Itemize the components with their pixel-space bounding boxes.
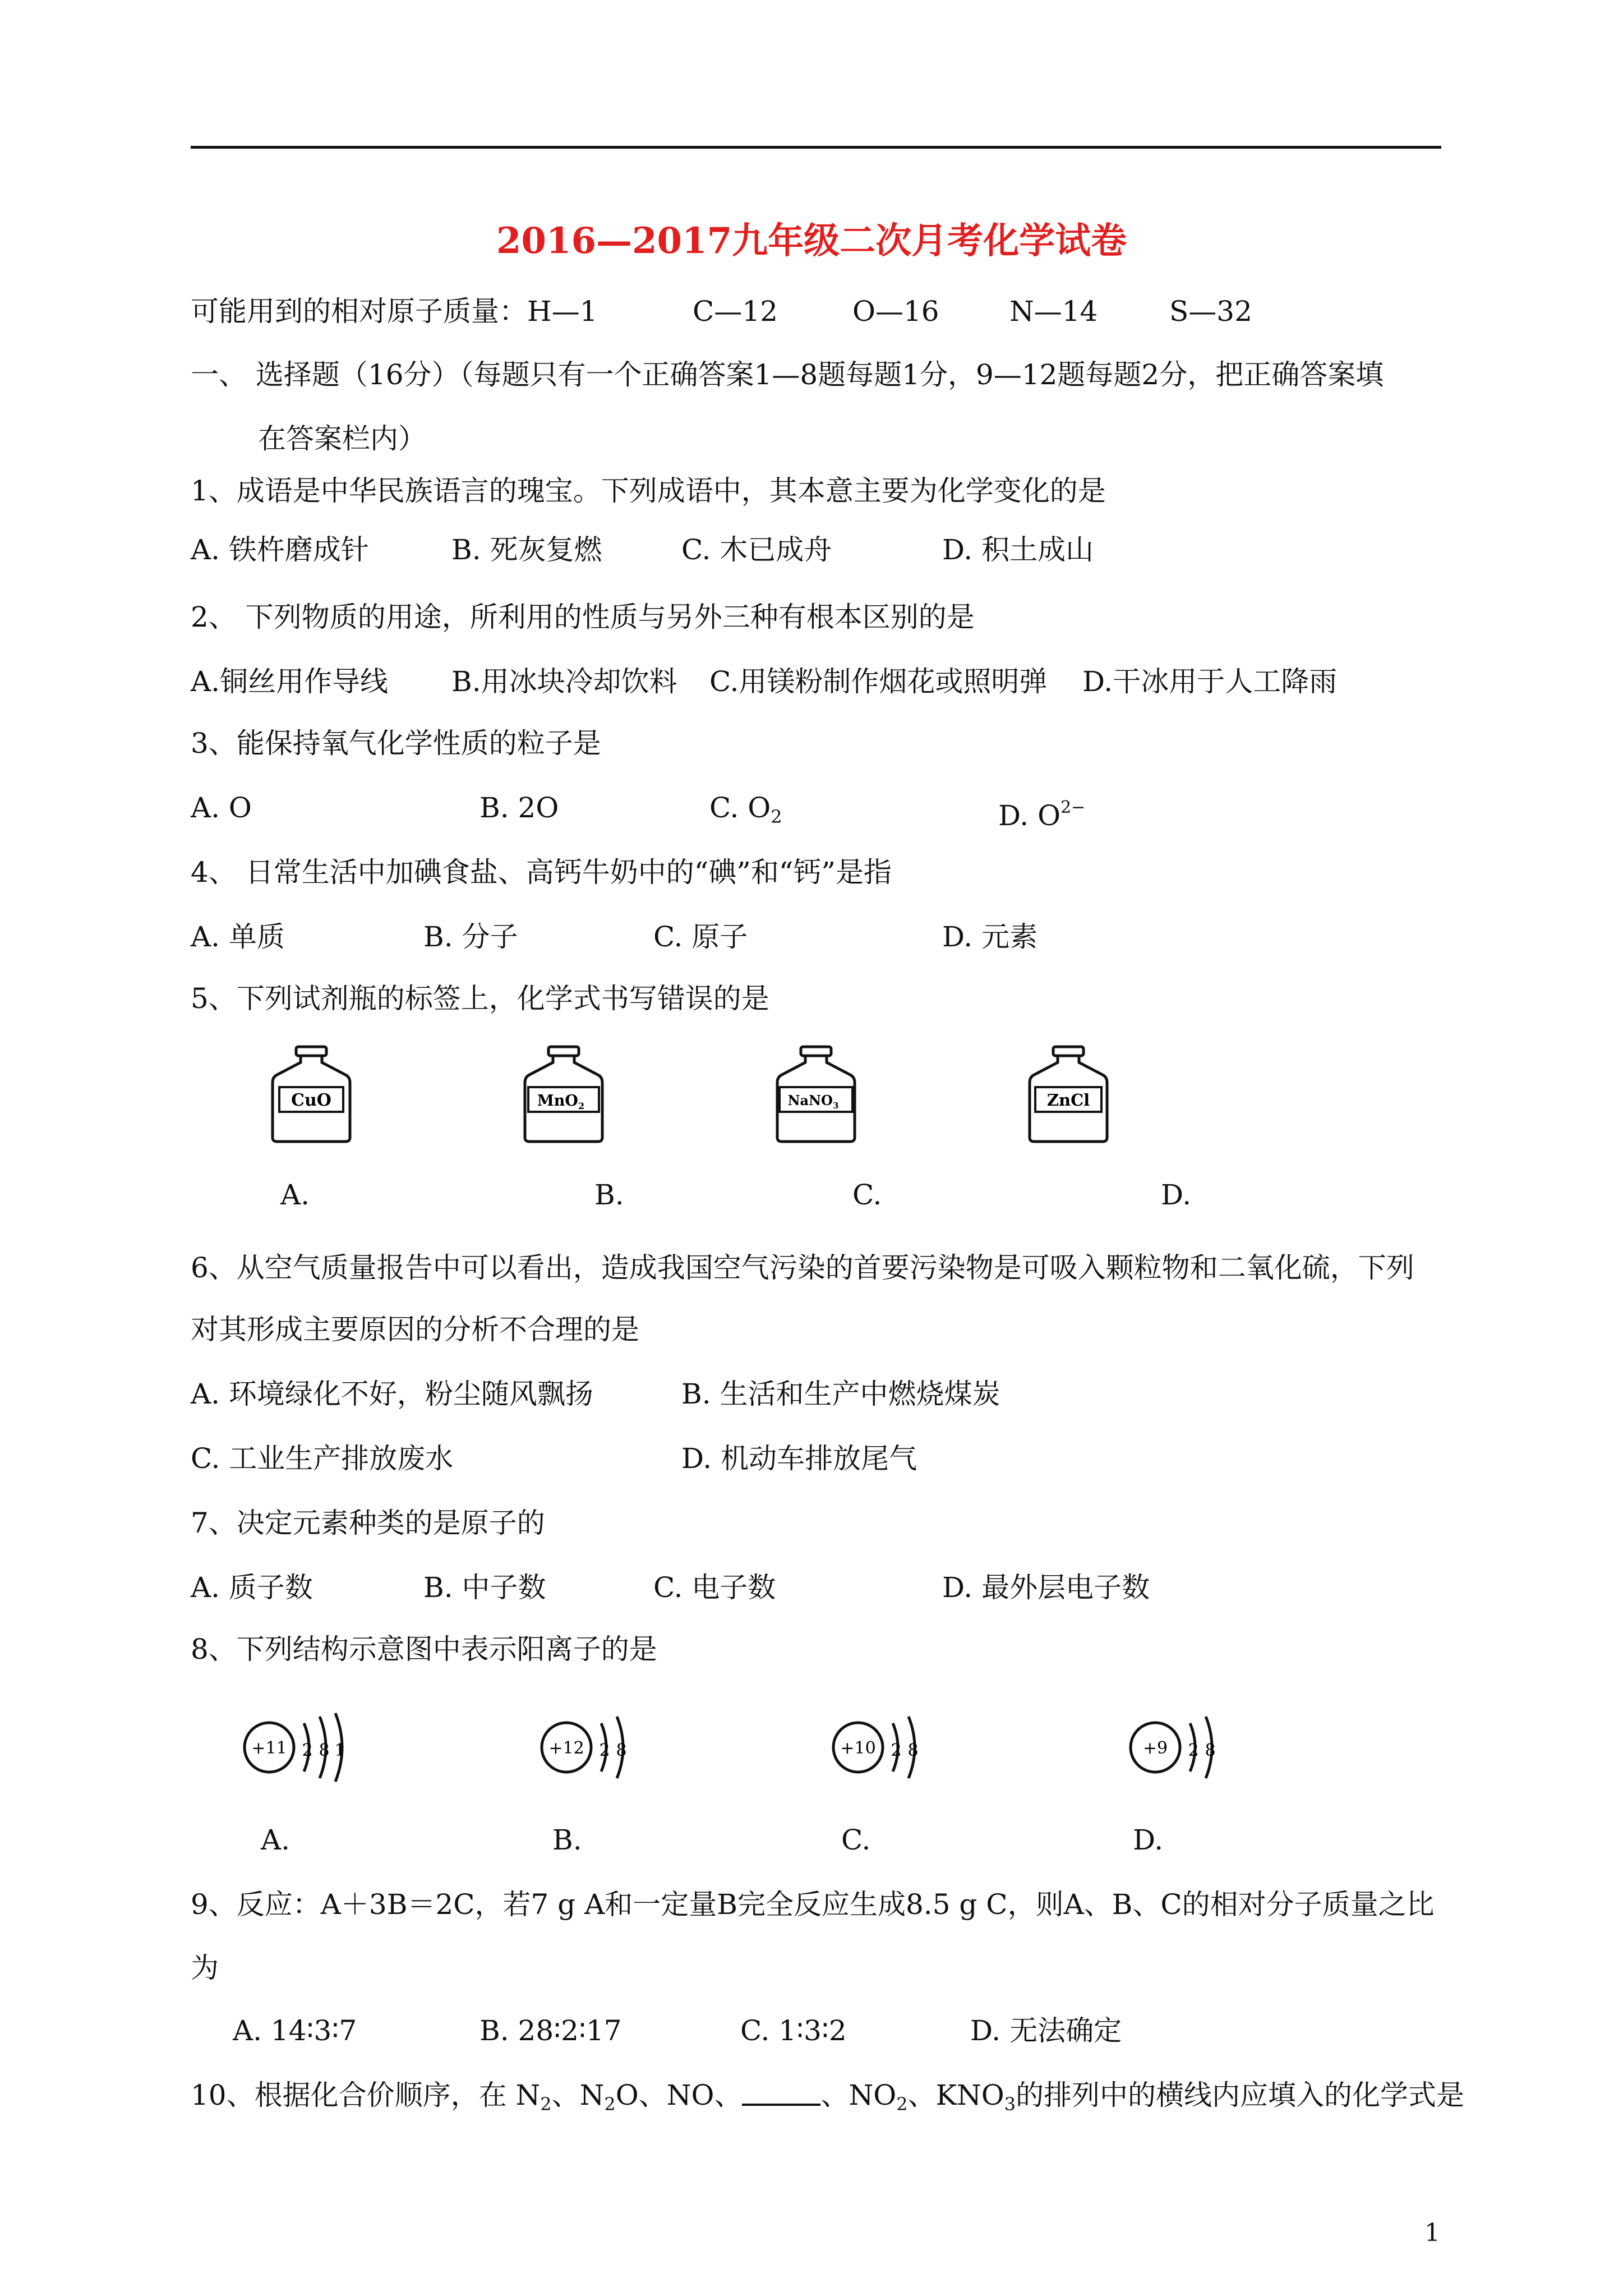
reagent-bottle-b <box>522 1043 606 1144</box>
q7-option-a: A. 质子数 <box>191 1571 313 1604</box>
q6-stem: 6、从空气质量报告中可以看出，造成我国空气污染的首要污染物是可吸入颗粒物和二氧化硫，下列 <box>191 1251 1414 1284</box>
svg-text:8: 8 <box>616 1741 627 1760</box>
svg-text:8: 8 <box>907 1741 919 1760</box>
q3-option-d: D. $O^{2-}$ <box>998 798 1086 832</box>
q9-option-b: B. 28∶2∶17 <box>479 2014 622 2047</box>
atom-diagram-b <box>538 1711 662 1784</box>
q2-option-b: B.用冰块冷却饮料 <box>451 665 677 698</box>
q4-option-c: C. 原子 <box>653 921 748 953</box>
atomic-mass-c: C—12 <box>693 295 778 328</box>
q2-option-d: D.干冰用于人工降雨 <box>1082 665 1338 698</box>
q5-letter-b: B. <box>594 1179 624 1211</box>
svg-text:2: 2 <box>891 1741 902 1760</box>
svg-text:NaNO3: NaNO$_3$ <box>787 1092 839 1111</box>
reagent-bottle-d <box>1026 1043 1110 1144</box>
q9-option-d: D. 无法确定 <box>970 2014 1122 2047</box>
q6-stem-cont: 对其形成主要原因的分析不合理的是 <box>191 1313 639 1346</box>
q1-stem: 1、成语是中华民族语言的瑰宝。下列成语中，其本意主要为化学变化的是 <box>191 475 1106 507</box>
q2-option-a: A.铜丝用作导线 <box>191 665 389 698</box>
q3-option-a: A. O <box>191 792 252 824</box>
q1-option-c: C. 木已成舟 <box>681 533 832 566</box>
section-header: 一、 选择题（16分）（每题只有一个正确答案1—8题每题1分，9—12题每题2分，把正确答案填 <box>191 358 1384 391</box>
svg-text:1: 1 <box>334 1741 345 1760</box>
q5-letter-a: A. <box>280 1179 310 1211</box>
q1-option-b: B. 死灰复燃 <box>451 533 602 566</box>
svg-text:2: 2 <box>302 1741 313 1760</box>
svg-text:MnO2: MnO$_2$ <box>537 1092 585 1111</box>
q4-option-a: A. 单质 <box>191 921 285 953</box>
q4-option-d: D. 元素 <box>942 921 1038 953</box>
q8-letter-a: A. <box>261 1824 291 1856</box>
q8-letter-b: B. <box>552 1824 582 1856</box>
atomic-mass-n: N—14 <box>1009 295 1098 328</box>
q10-answer-blank[interactable] <box>742 2081 820 2106</box>
header-rule <box>191 146 1441 149</box>
bottle-label-a: CuO <box>291 1091 331 1110</box>
q6-option-a: A. 环境绿化不好，粉尘随风飘扬 <box>191 1378 593 1410</box>
q7-option-b: B. 中子数 <box>423 1571 546 1604</box>
q9-option-a: A. 14∶3∶7 <box>233 2014 357 2047</box>
q5-letter-c: C. <box>852 1179 882 1211</box>
nucleus-a: +11 <box>251 1738 287 1758</box>
nucleus-c: +10 <box>840 1738 876 1758</box>
q7-option-d: D. 最外层电子数 <box>942 1571 1150 1604</box>
atomic-mass-o: O—16 <box>852 295 939 328</box>
q10-stem: 10、根据化合价顺序，在 $N_2$、$N_2O$、NO、 、$NO_2$、$KNO_3$的排列中的横线内应填入的化学式是 <box>191 2079 1465 2115</box>
bottle-label-c: NaNO <box>787 1092 833 1108</box>
bottle-label-d: ZnCl <box>1046 1091 1090 1110</box>
reagent-bottle-c <box>774 1043 858 1144</box>
q8-letter-d: D. <box>1133 1824 1164 1856</box>
nucleus-b: +12 <box>548 1738 584 1758</box>
q2-option-c: C.用镁粉制作烟花或照明弹 <box>709 665 1048 698</box>
q9-stem-cont: 为 <box>191 1952 219 1984</box>
atom-diagram-c <box>830 1711 953 1784</box>
q6-option-c: C. 工业生产排放废水 <box>191 1442 454 1475</box>
svg-text:2: 2 <box>599 1741 610 1760</box>
q4-stem: 4、 日常生活中加碘食盐、高钙牛奶中的“碘”和“钙”是指 <box>191 856 892 889</box>
q6-option-b: B. 生活和生产中燃烧煤炭 <box>681 1378 1000 1410</box>
q8-stem: 8、下列结构示意图中表示阳离子的是 <box>191 1633 657 1665</box>
atom-diagram-a <box>241 1711 365 1784</box>
q1-option-d: D. 积土成山 <box>942 533 1094 566</box>
nucleus-d: +9 <box>1142 1738 1168 1758</box>
q9-option-c: C. 1∶3∶2 <box>740 2014 847 2047</box>
svg-text:8: 8 <box>319 1741 330 1760</box>
q3-option-c: C. $O_2$ <box>709 792 782 827</box>
q9-stem: 9、反应：A＋3B＝2C，若7 g A和一定量B完全反应生成8.5 g C，则A、B、C的相对分子质量之比 <box>191 1888 1435 1921</box>
q6-option-d: D. 机动车排放尾气 <box>681 1442 917 1475</box>
atom-diagram-d <box>1127 1711 1251 1784</box>
atomic-mass-h: 可能用到的相对原子质量：H—1 <box>191 295 598 328</box>
section-header-cont: 在答案栏内） <box>258 422 426 455</box>
q4-option-b: B. 分子 <box>423 921 518 953</box>
q1-option-a: A. 铁杵磨成针 <box>191 533 369 566</box>
page-title: 2016—2017九年级二次月考化学试卷 <box>496 220 1127 262</box>
q2-stem: 2、 下列物质的用途，所利用的性质与另外三种有根本区别的是 <box>191 601 975 633</box>
q5-stem: 5、下列试剂瓶的标签上，化学式书写错误的是 <box>191 982 769 1015</box>
q7-option-c: C. 电子数 <box>653 1571 776 1604</box>
q5-letter-d: D. <box>1161 1179 1192 1211</box>
q7-stem: 7、决定元素种类的是原子的 <box>191 1507 545 1539</box>
bottle-label-b: MnO <box>537 1092 578 1110</box>
page-number: 1 <box>1424 2219 1440 2247</box>
atomic-mass-s: S—32 <box>1169 295 1252 328</box>
q8-letter-c: C. <box>841 1824 871 1856</box>
svg-text:2: 2 <box>1188 1741 1199 1760</box>
svg-text:8: 8 <box>1205 1741 1216 1760</box>
q3-stem: 3、能保持氧气化学性质的粒子是 <box>191 727 601 760</box>
q3-option-b: B. 2O <box>479 792 559 824</box>
reagent-bottle-a <box>269 1043 353 1144</box>
